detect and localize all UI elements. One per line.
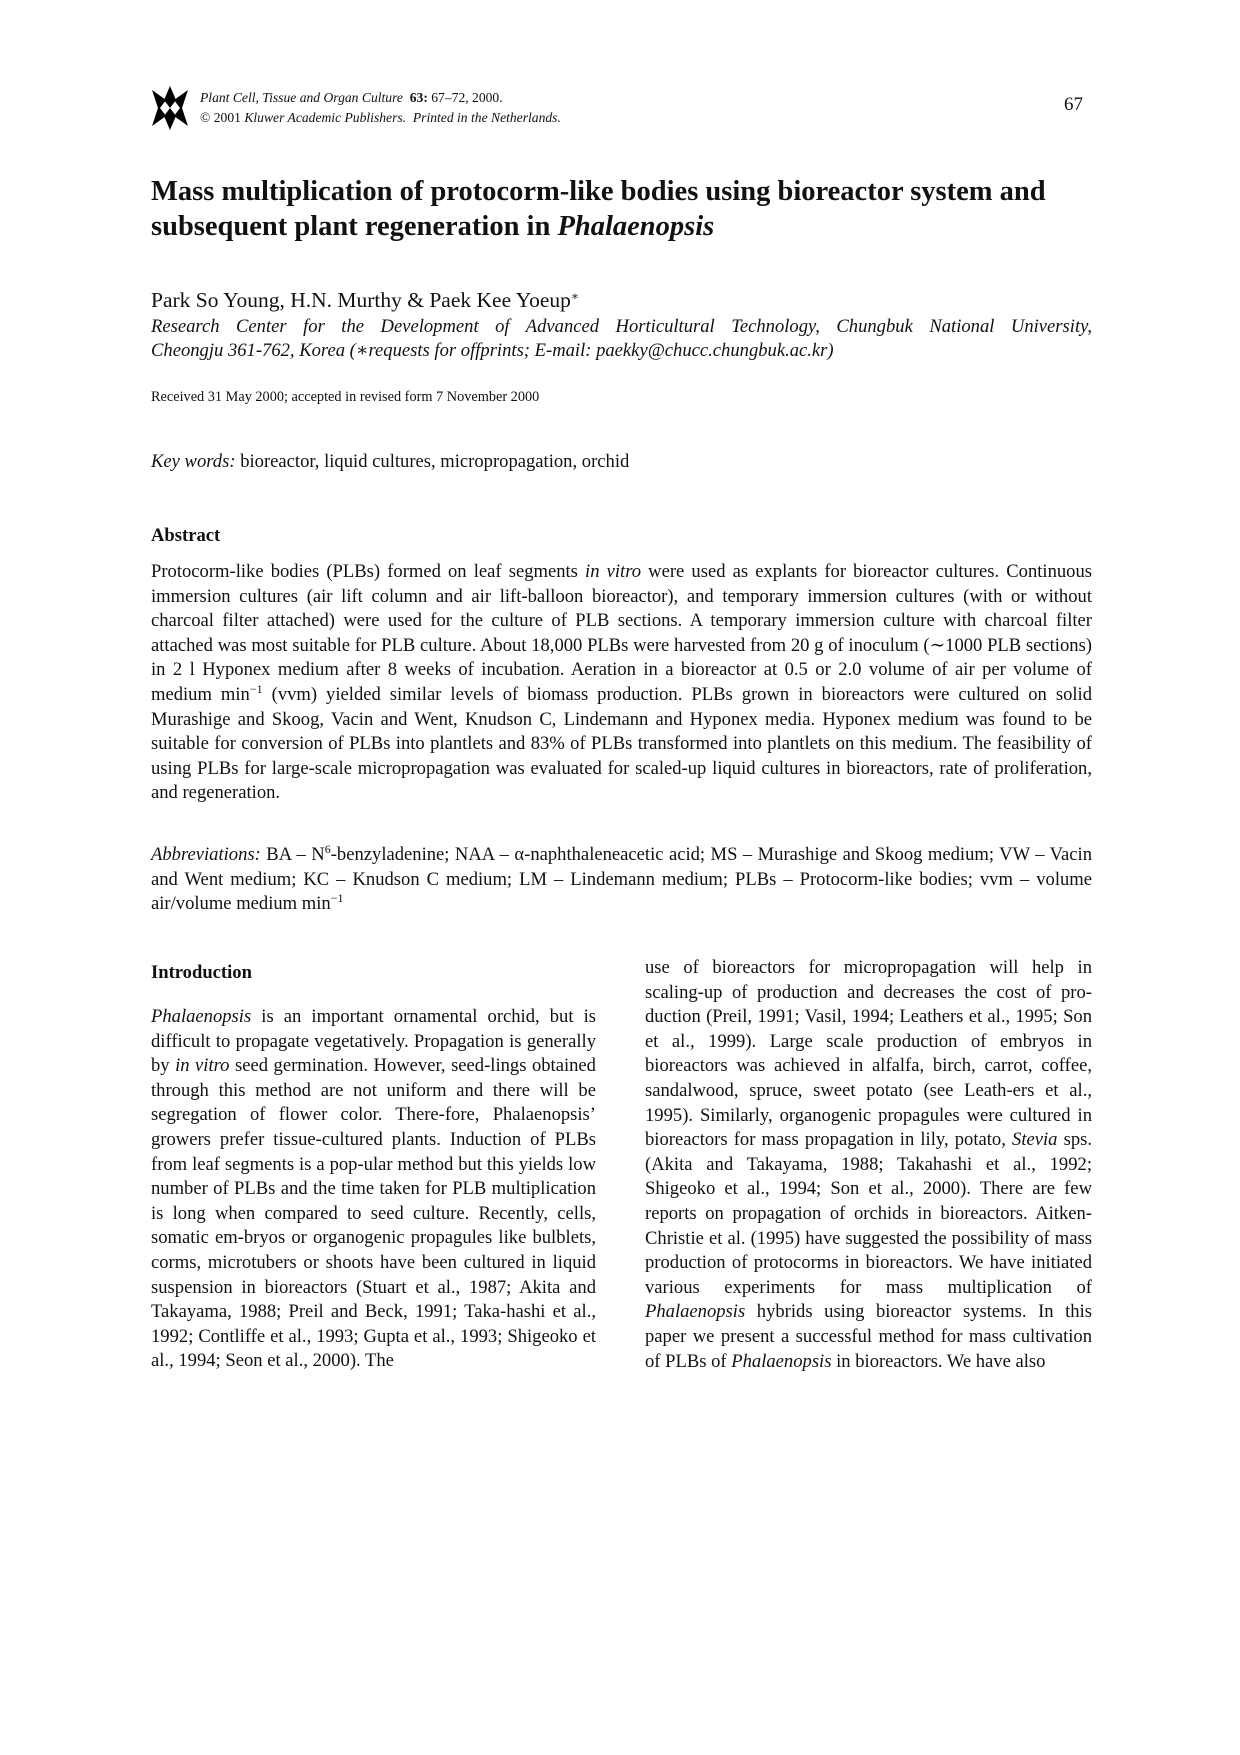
- abbreviations: Abbreviations: BA – $N^6$-benzyladenine; NAA – α-naphthaleneacetic acid; MS – Murashige and Skoog medium; VW – Vacin and Went medium; KC – Knudson C medium; LM – Lindemann medium; PLBs – Protocorm-like bodies; vvm – volume air/volume medium $\min^{-1}$: [151, 842, 1092, 915]
- abstract-heading: Abstract: [151, 525, 221, 546]
- corresponding-author-mark: ∗: [570, 289, 580, 303]
- introduction-right-column: use of bioreactors for micropropagation will help in scaling-up of production and decreases the cost of pro-duction (Preil, 1991; Vasil, 1994; Leathers et al., 1995; Son et al., 1999). Large scale production of embryos in bioreactors was achieved in alfalfa, birch, carrot, coffee, sandalwood, spruce, sweet potato (see Leath-ers et al., 1995). Similarly, organogenic propagules were cultured in bioreactors for mass propagation in lily, potato, Stevia sps. (Akita and Takayama, 1988; Takahashi et al., 1992; Shigeoko et al., 1994; Son et al., 2000). There are few reports on propagation of orchids in bioreactors. Aitken-Christie et al. (1995) have suggested the possibility of mass production of protocorms in bioreactors. We have initiated various experiments for mass multiplication of Phalaenopsis hybrids using bioreactor systems. In this paper we present a successful method for mass cultivation of PLBs of Phalaenopsis in bioreactors. We have also: [645, 957, 1092, 1372]
- journal-citation: [200, 88, 561, 128]
- journal-pages: 67–72, 2000.: [431, 90, 503, 105]
- publisher-logo-icon: [152, 86, 188, 130]
- abstract-text: Protocorm-like bodies (PLBs) formed on leaf segments in vitro were used as explants for bioreactor cultures. Continuous immersion cultures (air lift column and air lift-balloon bioreactor), and temporary immersion cultures (with or without charcoal filter attached) were used for the culture of PLB sections. A temporary immersion culture with charcoal filter attached was most suitable for PLB culture. About 18,000 PLBs were harvested from 20 g of inoculum (∼1000 PLB sections) in 2 l Hyponex medium after 8 weeks of incubation. Aeration in a bioreactor at 0.5 or 2.0 volume of air per volume of medium $\min^{-1} (vvm)$ yielded similar levels of biomass production. PLBs grown in bioreactors were cultured on solid Murashige and Skoog, Vacin and Went, Knudson C, Lindemann and Hyponex media. Hyponex medium was found to be suitable for conversion of PLBs into plantlets and 83% of PLBs transformed into plantlets on this medium. The feasibility of using PLBs for large-scale micropropagation was evaluated for scaled-up liquid cultures in bioreactors, rate of proliferation, and regeneration.: [151, 561, 1092, 804]
- page-number: 67: [1064, 94, 1083, 115]
- journal-volume: 63:: [409, 90, 428, 105]
- introduction-left-column: Phalaenopsis is an important ornamental orchid, but is difficult to propagate vegetatively. Propagation is generally by in vitro seed germination. However, seed-lings obtained through this method are not uniform and there will be segregation of flower color. There-fore, Phalaenopsis’ growers prefer tissue-cultured plants. Induction of PLBs from leaf segments is a pop-ular method but this yields low number of PLBs and the time taken for PLB multiplication is long when compared to seed culture. Recently, cells, somatic em-bryos or organogenic propagules like bulblets, corms, microtubers or shoots have been cultured in liquid suspension in bioreactors (Stuart et al., 1987; Akita and Takayama, 1988; Preil and Beck, 1991; Taka-hashi et al., 1992; Contliffe et al., 1993; Gupta et al., 1993; Shigeoko et al., 1994; Seon et al., 2000). The: [151, 1006, 596, 1372]
- author-list: Park So Young, H.N. Murthy & Paek Kee Yoeup∗: [151, 288, 580, 312]
- paper-title: Mass multiplication of protocorm-like bodies using bioreactor system and subsequent plant regeneration in Phalaenopsis: [151, 176, 1046, 242]
- journal-name: Plant Cell, Tissue and Organ Culture: [200, 90, 403, 105]
- affiliation: [151, 315, 1092, 363]
- publisher-name: Kluwer Academic Publishers.: [244, 110, 407, 125]
- copyright: © 2001: [200, 110, 241, 125]
- affiliation-line: Cheongju 361-762, Korea (∗requests for offprints; E-mail: paekky@chucc.chungbuk.ac.kr): [151, 340, 834, 361]
- printed-note: Printed in the Netherlands.: [412, 110, 561, 125]
- introduction-heading: Introduction: [151, 962, 252, 983]
- received-dates: Received 31 May 2000; accepted in revised form 7 November 2000: [151, 389, 540, 405]
- keywords: Key words: bioreactor, liquid cultures, micropropagation, orchid: [151, 451, 630, 472]
- affiliation-line: Research Center for the Development of Advanced Horticultural Technology, Chungbuk National University,: [151, 316, 1092, 337]
